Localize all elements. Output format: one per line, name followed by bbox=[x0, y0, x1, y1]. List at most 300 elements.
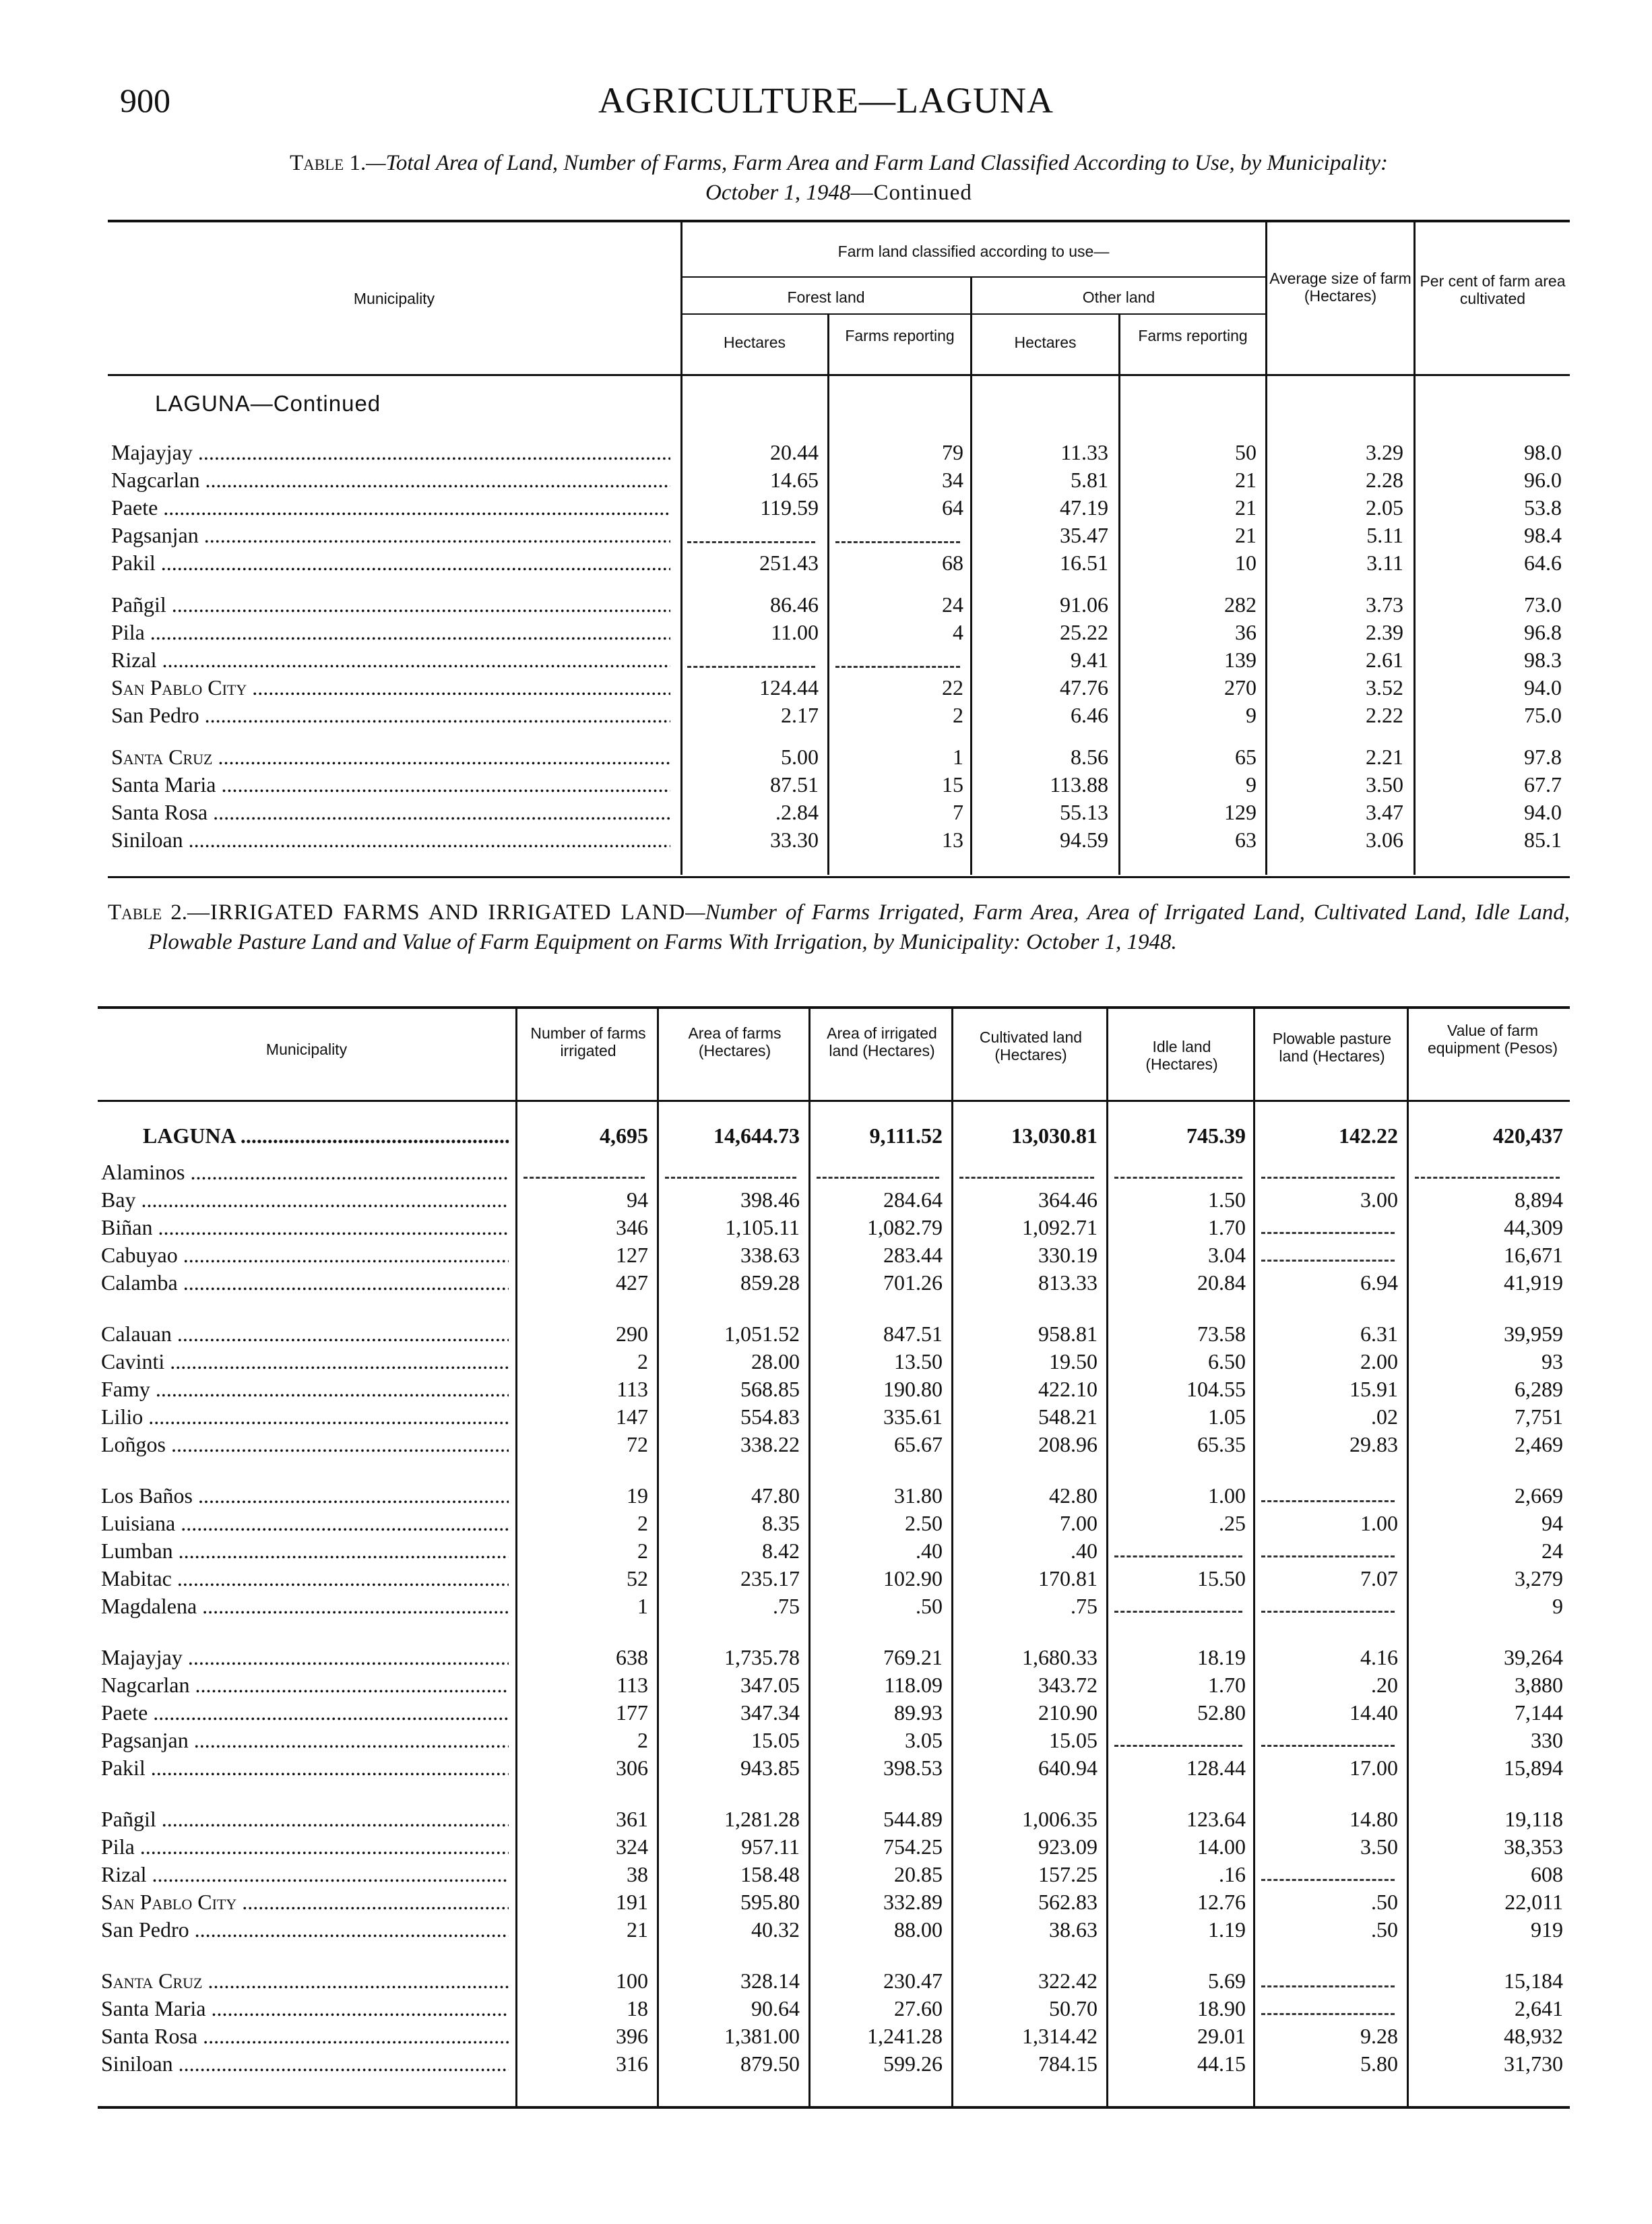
table2-row-name: Santa Rosa ..... bbox=[101, 2023, 509, 2049]
table1-cell-of: 9 bbox=[1246, 703, 1257, 727]
table2-header-farms-irrigated: Number of farms irrigated bbox=[530, 1024, 646, 1059]
table1-cell-oh: 6.46 bbox=[1071, 703, 1108, 727]
table2-row-name: Calamba ..... bbox=[101, 1270, 509, 1295]
table2-empty-cell bbox=[817, 1177, 939, 1179]
table2-cell-cult: 1,680.33 bbox=[1022, 1645, 1098, 1669]
table1-cell-of: 129 bbox=[1224, 800, 1257, 824]
table1-header-other-hectares: Hectares bbox=[1014, 334, 1077, 351]
table1-header-avg-size: Average size of farm (Hectares) bbox=[1269, 270, 1411, 305]
table2-total-irr: 9,111.52 bbox=[869, 1123, 943, 1148]
table2-cell-irr: 102.90 bbox=[883, 1566, 943, 1590]
table1-cell-pct: 98.3 bbox=[1524, 648, 1562, 672]
table2-cell-val: 19,118 bbox=[1504, 1807, 1563, 1831]
table1-cell-avg: 3.47 bbox=[1366, 800, 1403, 824]
table2-cell-n: 2 bbox=[637, 1349, 648, 1373]
table2-row-name: San Pedro ..... bbox=[101, 1917, 509, 1942]
table2-cell-cult: 364.46 bbox=[1038, 1187, 1098, 1212]
table2-caption bbox=[108, 898, 1570, 957]
table2-cell-val: 41,919 bbox=[1504, 1270, 1563, 1295]
table2-cell-n: 324 bbox=[616, 1834, 648, 1859]
table2-header-pasture: Plowable pasture land (Hectares) bbox=[1272, 1030, 1392, 1065]
table2-cell-irr: 754.25 bbox=[883, 1834, 943, 1859]
table2-cell-val: 2,469 bbox=[1515, 1432, 1563, 1456]
table1-cell-fh: 119.59 bbox=[760, 495, 819, 520]
table2-row-name: Alaminos ..... bbox=[101, 1159, 509, 1185]
table2-cell-irr: 230.47 bbox=[883, 1969, 943, 1993]
table2-cell-val: 22,011 bbox=[1504, 1890, 1563, 1914]
table2-empty-cell bbox=[1114, 1745, 1242, 1747]
table2-col-divider bbox=[808, 1009, 811, 2106]
table2-cell-cult: 1,314.42 bbox=[1022, 2024, 1098, 2048]
table1-cell-pct: 96.8 bbox=[1524, 620, 1562, 644]
table2-caption-text: —Number of Farms Irrigated, Farm Area, Area of Irrigated Land, Cultivated Land, Idle Land, Plowable Pasture Land and Value of Farm Equipment on Farms With Irrigation, by Municipality: October 1, 1948. bbox=[148, 900, 1570, 954]
table1-cell-oh: 55.13 bbox=[1060, 800, 1108, 824]
table1-cell-pct: 53.8 bbox=[1524, 495, 1562, 520]
table1-cell-oh: 5.81 bbox=[1071, 468, 1108, 492]
table2-header-municipality: Municipality bbox=[265, 1041, 348, 1058]
table2-cell-n: 191 bbox=[616, 1890, 648, 1914]
table2-cell-irr: 2.50 bbox=[905, 1511, 943, 1535]
table1-sub-rule bbox=[682, 313, 1267, 315]
table2-cell-irr: 599.26 bbox=[883, 2051, 943, 2076]
table2-cell-past: 14.40 bbox=[1349, 1700, 1398, 1725]
table2-empty-cell bbox=[1261, 1611, 1395, 1613]
table2-cell-idle: 5.69 bbox=[1208, 1969, 1246, 1993]
table1-row-name: Santa Rosa ..... bbox=[111, 799, 670, 825]
table2-empty-cell bbox=[1114, 1177, 1242, 1179]
table2-cell-cult: 343.72 bbox=[1038, 1673, 1098, 1697]
table1-cell-of: 63 bbox=[1235, 828, 1257, 852]
table2-empty-cell bbox=[1261, 1177, 1395, 1179]
table1-cell-avg: 3.52 bbox=[1366, 675, 1403, 700]
table2-cell-cult: 562.83 bbox=[1038, 1890, 1098, 1914]
table1-col-divider bbox=[680, 222, 682, 875]
table2-row-name: Majayjay ..... bbox=[101, 1644, 509, 1670]
table2-cell-past: 17.00 bbox=[1349, 1756, 1398, 1780]
table2-cell-idle: 123.64 bbox=[1186, 1807, 1246, 1831]
table1-cell-fh: 87.51 bbox=[770, 772, 819, 797]
table2-total-name: LAGUNA ..... bbox=[143, 1123, 509, 1148]
table1-cell-avg: 2.28 bbox=[1366, 468, 1403, 492]
table1-cell-ff: 15 bbox=[942, 772, 963, 797]
table2-total-val: 420,437 bbox=[1493, 1123, 1563, 1148]
table2-cell-area: 1,281.28 bbox=[724, 1807, 800, 1831]
table2-bottom-rule bbox=[98, 2106, 1570, 2109]
table2-cell-val: 7,751 bbox=[1515, 1404, 1563, 1429]
table2-empty-cell bbox=[523, 1177, 645, 1179]
table2-cell-n: 21 bbox=[627, 1917, 648, 1942]
table2-cell-area: 40.32 bbox=[751, 1917, 800, 1942]
table2-cell-area: 15.05 bbox=[751, 1728, 800, 1752]
table2-cell-n: 94 bbox=[627, 1187, 648, 1212]
table2-cell-idle: 1.05 bbox=[1208, 1404, 1246, 1429]
table2-header-farm-area: Area of farms (Hectares) bbox=[688, 1024, 782, 1059]
table2-cell-n: 113 bbox=[616, 1377, 648, 1401]
table2-empty-cell bbox=[1261, 1745, 1395, 1747]
table2-cell-irr: 284.64 bbox=[883, 1187, 943, 1212]
table2-cell-cult: 422.10 bbox=[1038, 1377, 1098, 1401]
table2-cell-area: 28.00 bbox=[751, 1349, 800, 1373]
table1-cell-of: 139 bbox=[1224, 648, 1257, 672]
table2-cell-n: 290 bbox=[616, 1322, 648, 1346]
table2-empty-cell bbox=[1261, 1555, 1395, 1557]
table1-row-name: Rizal ..... bbox=[111, 647, 670, 673]
table2-cell-idle: 29.01 bbox=[1197, 2024, 1246, 2048]
table2-cell-n: 2 bbox=[637, 1539, 648, 1563]
table2-cell-irr: 283.44 bbox=[883, 1243, 943, 1267]
table2-cell-n: 346 bbox=[616, 1215, 648, 1239]
table1-cell-ff: 24 bbox=[942, 592, 963, 617]
table2-cell-n: 177 bbox=[616, 1700, 648, 1725]
table2-cell-area: 1,735.78 bbox=[724, 1645, 800, 1669]
table2-cell-idle: 128.44 bbox=[1186, 1756, 1246, 1780]
table1-row-name: Pagsanjan ..... bbox=[111, 522, 670, 548]
table2-cell-irr: 398.53 bbox=[883, 1756, 943, 1780]
table1-cell-pct: 94.0 bbox=[1524, 675, 1562, 700]
table2-cell-irr: 1,241.28 bbox=[867, 2024, 943, 2048]
table1-cell-of: 282 bbox=[1224, 592, 1257, 617]
table2-empty-cell bbox=[1261, 1879, 1395, 1881]
table1-cell-oh: 16.51 bbox=[1060, 551, 1108, 575]
table1-header-forest-hectares: Hectares bbox=[723, 334, 786, 351]
table2-cell-irr: 88.00 bbox=[894, 1917, 943, 1942]
table2-cell-past: 6.31 bbox=[1360, 1322, 1398, 1346]
table2-cell-val: 9 bbox=[1552, 1594, 1563, 1618]
table2-cell-cult: 784.15 bbox=[1038, 2051, 1098, 2076]
table2-cell-n: 638 bbox=[616, 1645, 648, 1669]
table2-empty-cell bbox=[1114, 1555, 1242, 1557]
table2-cell-irr: 31.80 bbox=[894, 1483, 943, 1508]
table2-cell-idle: 18.90 bbox=[1197, 1996, 1246, 2020]
table1-cell-oh: 91.06 bbox=[1060, 592, 1108, 617]
table1-cell-avg: 3.06 bbox=[1366, 828, 1403, 852]
table2-cell-past: 3.00 bbox=[1360, 1187, 1398, 1212]
table2-row-name: Paete ..... bbox=[101, 1700, 509, 1725]
table2-cell-n: 72 bbox=[627, 1432, 648, 1456]
table2-top-rule bbox=[98, 1006, 1570, 1009]
table2-cell-val: 31,730 bbox=[1504, 2051, 1563, 2076]
table2-cell-val: 8,894 bbox=[1515, 1187, 1563, 1212]
table2-cell-area: 90.64 bbox=[751, 1996, 800, 2020]
table2-row-name: Santa Maria ..... bbox=[101, 1996, 509, 2021]
table1-caption bbox=[108, 148, 1570, 208]
table2-row-name: Loñgos ..... bbox=[101, 1431, 509, 1457]
table2-col-divider bbox=[951, 1009, 953, 2106]
table2-cell-area: 1,051.52 bbox=[724, 1322, 800, 1346]
table1-caption-date: October 1, 1948 bbox=[705, 181, 851, 205]
table2-cell-area: 1,381.00 bbox=[724, 2024, 800, 2048]
table1-empty-cell bbox=[687, 666, 815, 668]
table1-cell-ff: 1 bbox=[953, 745, 963, 769]
table2-row-name: Biñan ..... bbox=[101, 1214, 509, 1240]
table1-cell-of: 9 bbox=[1246, 772, 1257, 797]
table2-cell-idle: 73.58 bbox=[1197, 1322, 1246, 1346]
table1-cell-oh: 94.59 bbox=[1060, 828, 1108, 852]
table1-cell-ff: 34 bbox=[942, 468, 963, 492]
table1-cell-ff: 4 bbox=[953, 620, 963, 644]
table2-row-name: Santa Cruz ..... bbox=[101, 1968, 509, 1994]
table2-cell-irr: 332.89 bbox=[883, 1890, 943, 1914]
table1-col-divider bbox=[1265, 222, 1267, 875]
table2-cell-area: 347.05 bbox=[740, 1673, 800, 1697]
table1-header-municipality: Municipality bbox=[353, 290, 435, 307]
table2-cell-n: 427 bbox=[616, 1270, 648, 1295]
table2-col-divider bbox=[1106, 1009, 1108, 2106]
table2-header-equipment: Value of farm equipment (Pesos) bbox=[1427, 1022, 1558, 1057]
table1-row-name: San Pablo City ..... bbox=[111, 675, 670, 700]
table1-cell-ff: 68 bbox=[942, 551, 963, 575]
table1-cell-avg: 3.73 bbox=[1366, 592, 1403, 617]
table2-cell-idle: 18.19 bbox=[1197, 1645, 1246, 1669]
table2-cell-val: 7,144 bbox=[1515, 1700, 1563, 1725]
table1-row-name: Santa Cruz ..... bbox=[111, 744, 670, 770]
table1-row-name: Majayjay ..... bbox=[111, 439, 670, 465]
table2-cell-cult: 42.80 bbox=[1049, 1483, 1098, 1508]
table2-cell-cult: 548.21 bbox=[1038, 1404, 1098, 1429]
table1-cell-avg: 2.61 bbox=[1366, 648, 1403, 672]
table2-cell-area: 398.46 bbox=[740, 1187, 800, 1212]
table2-cell-area: 235.17 bbox=[740, 1566, 800, 1590]
table2-cell-area: 158.48 bbox=[740, 1862, 800, 1886]
table1-row-name: Pakil ..... bbox=[111, 550, 670, 576]
table2-cell-cult: 958.81 bbox=[1038, 1322, 1098, 1346]
table1-header-rule bbox=[108, 374, 1570, 376]
table2-cell-past: .50 bbox=[1371, 1917, 1398, 1942]
table1-row-name: Nagcarlan ..... bbox=[111, 467, 670, 493]
table2-cell-cult: 38.63 bbox=[1049, 1917, 1098, 1942]
table2-cell-n: 1 bbox=[637, 1594, 648, 1618]
table2-cell-irr: 847.51 bbox=[883, 1322, 943, 1346]
table1-cell-oh: 47.76 bbox=[1060, 675, 1108, 700]
table1-cell-fh: 14.65 bbox=[770, 468, 819, 492]
table1-empty-cell bbox=[835, 666, 960, 668]
table2-cell-irr: .50 bbox=[916, 1594, 943, 1618]
table2-cell-n: 2 bbox=[637, 1511, 648, 1535]
table2-cell-idle: 14.00 bbox=[1197, 1834, 1246, 1859]
table1-cell-fh: 20.44 bbox=[770, 440, 819, 464]
table2-row-name: Mabitac ..... bbox=[101, 1566, 509, 1591]
table1-cell-fh: .2.84 bbox=[775, 800, 819, 824]
table2-cell-past: 2.00 bbox=[1360, 1349, 1398, 1373]
table2-cell-idle: 20.84 bbox=[1197, 1270, 1246, 1295]
table2-row-name: Famy ..... bbox=[101, 1376, 509, 1402]
table2-cell-val: 39,959 bbox=[1504, 1322, 1563, 1346]
table2-row-name: Nagcarlan ..... bbox=[101, 1672, 509, 1698]
table2-cell-idle: 65.35 bbox=[1197, 1432, 1246, 1456]
table1-cell-of: 21 bbox=[1235, 495, 1257, 520]
table2-cell-n: 396 bbox=[616, 2024, 648, 2048]
table2-cell-irr: .40 bbox=[916, 1539, 943, 1563]
table2-col-divider bbox=[515, 1009, 517, 2106]
table2-cell-idle: 1.70 bbox=[1208, 1215, 1246, 1239]
table2-cell-n: 113 bbox=[616, 1673, 648, 1697]
table2-row-name: Pakil ..... bbox=[101, 1755, 509, 1781]
table2-header-idle: Idle land (Hectares) bbox=[1145, 1038, 1218, 1073]
table2-cell-val: 38,353 bbox=[1504, 1834, 1563, 1859]
table2-cell-idle: 1.00 bbox=[1208, 1483, 1246, 1508]
table2-cell-val: 2,669 bbox=[1515, 1483, 1563, 1508]
table2-cell-past: 6.94 bbox=[1360, 1270, 1398, 1295]
table2-row-name: Los Baños ..... bbox=[101, 1483, 509, 1508]
table2-cell-n: 18 bbox=[627, 1996, 648, 2020]
table2-cell-area: 595.80 bbox=[740, 1890, 800, 1914]
table2-col-divider bbox=[1407, 1009, 1409, 2106]
table2-cell-val: 16,671 bbox=[1504, 1243, 1563, 1267]
table2-total-idle: 745.39 bbox=[1186, 1123, 1246, 1148]
table2-empty-cell bbox=[1261, 1500, 1395, 1502]
table1-header-other: Other land bbox=[1082, 288, 1155, 306]
table1-cell-ff: 13 bbox=[942, 828, 963, 852]
table1-cell-ff: 2 bbox=[953, 703, 963, 727]
table2-row-name: San Pablo City ..... bbox=[101, 1889, 509, 1915]
table2-row-name: Magdalena ..... bbox=[101, 1593, 509, 1619]
table2-cell-idle: 104.55 bbox=[1186, 1377, 1246, 1401]
table1-cell-ff: 22 bbox=[942, 675, 963, 700]
table1-cell-oh: 47.19 bbox=[1060, 495, 1108, 520]
table2-cell-cult: 208.96 bbox=[1038, 1432, 1098, 1456]
table2-header-cultivated: Cultivated land (Hectares) bbox=[979, 1028, 1083, 1063]
table2-cell-past: 5.80 bbox=[1360, 2051, 1398, 2076]
table2-row-name: Luisiana ..... bbox=[101, 1510, 509, 1536]
table2-cell-irr: 3.05 bbox=[905, 1728, 943, 1752]
table2-cell-n: 100 bbox=[616, 1969, 648, 1993]
table2-total-area: 14,644.73 bbox=[713, 1123, 800, 1148]
table1-cell-ff: 64 bbox=[942, 495, 963, 520]
table1-cell-of: 21 bbox=[1235, 523, 1257, 547]
table1-cell-avg: 2.22 bbox=[1366, 703, 1403, 727]
table2-cell-idle: .25 bbox=[1219, 1511, 1246, 1535]
table2-col-divider bbox=[657, 1009, 659, 2106]
table2-caption-caps: —IRRIGATED FARMS AND IRRIGATED LAND bbox=[187, 900, 686, 925]
table2-cell-cult: 50.70 bbox=[1049, 1996, 1098, 2020]
table1-cell-fh: 124.44 bbox=[759, 675, 819, 700]
table2-row-name: Lilio ..... bbox=[101, 1404, 509, 1429]
table2-empty-cell bbox=[959, 1177, 1094, 1179]
table1-cell-ff: 7 bbox=[953, 800, 963, 824]
table2-cell-irr: 13.50 bbox=[894, 1349, 943, 1373]
table2-cell-n: 316 bbox=[616, 2051, 648, 2076]
table2-cell-past: 4.16 bbox=[1360, 1645, 1398, 1669]
table2-cell-idle: 44.15 bbox=[1197, 2051, 1246, 2076]
table2-cell-val: 94 bbox=[1542, 1511, 1563, 1535]
table1-cell-pct: 98.4 bbox=[1524, 523, 1562, 547]
table1-cell-pct: 97.8 bbox=[1524, 745, 1562, 769]
table2-cell-val: 330 bbox=[1531, 1728, 1563, 1752]
table2-cell-cult: .40 bbox=[1071, 1539, 1098, 1563]
table2-cell-cult: 923.09 bbox=[1038, 1834, 1098, 1859]
table2-cell-idle: 52.80 bbox=[1197, 1700, 1246, 1725]
table2-row-name: Pagsanjan ..... bbox=[101, 1727, 509, 1753]
table2-row-name: Lumban ..... bbox=[101, 1538, 509, 1564]
table1-caption-label: Table 1. bbox=[290, 151, 367, 175]
table1-cell-avg: 3.29 bbox=[1366, 440, 1403, 464]
table2-cell-cult: 157.25 bbox=[1038, 1862, 1098, 1886]
table2-cell-val: 919 bbox=[1531, 1917, 1563, 1942]
table2-cell-val: 15,184 bbox=[1504, 1969, 1563, 1993]
table2-cell-irr: 118.09 bbox=[884, 1673, 943, 1697]
table1-cell-of: 65 bbox=[1235, 745, 1257, 769]
table1-cell-oh: 8.56 bbox=[1071, 745, 1108, 769]
table2-cell-irr: 65.67 bbox=[894, 1432, 943, 1456]
table1-col-divider bbox=[1118, 313, 1120, 875]
table2-cell-cult: 7.00 bbox=[1060, 1511, 1098, 1535]
table2-cell-idle: .16 bbox=[1219, 1862, 1246, 1886]
table2-row-name: Pila ..... bbox=[101, 1834, 509, 1859]
table1-cell-pct: 98.0 bbox=[1524, 440, 1562, 464]
table2-cell-val: 15,894 bbox=[1504, 1756, 1563, 1780]
table2-cell-past: 29.83 bbox=[1349, 1432, 1398, 1456]
table1-cell-pct: 67.7 bbox=[1524, 772, 1562, 797]
table2-cell-irr: 27.60 bbox=[894, 1996, 943, 2020]
table1-cell-ff: 79 bbox=[942, 440, 963, 464]
table2-cell-idle: 15.50 bbox=[1197, 1566, 1246, 1590]
table2-total-past: 142.22 bbox=[1339, 1123, 1398, 1148]
table2-cell-irr: 89.93 bbox=[894, 1700, 943, 1725]
table2-cell-n: 19 bbox=[627, 1483, 648, 1508]
table2-row-name: Pañgil ..... bbox=[101, 1806, 509, 1832]
table1-header-pct: Per cent of farm area cultivated bbox=[1420, 272, 1566, 307]
table2-row-name: Bay ..... bbox=[101, 1187, 509, 1212]
table2-cell-n: 38 bbox=[627, 1862, 648, 1886]
table2-cell-past: 9.28 bbox=[1360, 2024, 1398, 2048]
table1-cell-avg: 3.11 bbox=[1366, 551, 1403, 575]
table2-cell-n: 127 bbox=[616, 1243, 648, 1267]
table1-row-name: Santa Maria ..... bbox=[111, 772, 670, 797]
table2-cell-past: 7.07 bbox=[1360, 1566, 1398, 1590]
table1-cell-pct: 75.0 bbox=[1524, 703, 1562, 727]
table2-cell-past: 1.00 bbox=[1360, 1511, 1398, 1535]
table1-cell-fh: 5.00 bbox=[781, 745, 819, 769]
table1-cell-avg: 3.50 bbox=[1366, 772, 1403, 797]
table2-cell-idle: 1.19 bbox=[1208, 1917, 1246, 1942]
table1-section-label: LAGUNA—Continued bbox=[155, 391, 381, 416]
table2-cell-area: 347.34 bbox=[740, 1700, 800, 1725]
table2-cell-cult: 170.81 bbox=[1038, 1566, 1098, 1590]
table1-cell-avg: 5.11 bbox=[1366, 523, 1403, 547]
table2-cell-cult: 15.05 bbox=[1049, 1728, 1098, 1752]
table2-cell-idle: 1.70 bbox=[1208, 1673, 1246, 1697]
table2-cell-val: 48,932 bbox=[1504, 2024, 1563, 2048]
table2-cell-area: 1,105.11 bbox=[725, 1215, 800, 1239]
table2-empty-cell bbox=[1261, 1260, 1395, 1262]
table2-cell-cult: 1,092.71 bbox=[1022, 1215, 1098, 1239]
table2-cell-area: 554.83 bbox=[740, 1404, 800, 1429]
table2-total-n: 4,695 bbox=[600, 1123, 648, 1148]
table2-cell-irr: 1,082.79 bbox=[867, 1215, 943, 1239]
table2-cell-area: 879.50 bbox=[740, 2051, 800, 2076]
table1-caption-text: —Total Area of Land, Number of Farms, Farm Area and Farm Land Classified According to Use, by Municipality: bbox=[366, 151, 1388, 175]
table2-cell-val: 3,880 bbox=[1515, 1673, 1563, 1697]
table2-cell-cult: 210.90 bbox=[1038, 1700, 1098, 1725]
table2-total-cult: 13,030.81 bbox=[1011, 1123, 1098, 1148]
table2-cell-area: 47.80 bbox=[751, 1483, 800, 1508]
table2-cell-irr: 20.85 bbox=[894, 1862, 943, 1886]
table1-cell-oh: 35.47 bbox=[1060, 523, 1108, 547]
table2-row-name: Siniloan ..... bbox=[101, 2051, 509, 2076]
table2-empty-cell bbox=[1114, 1611, 1242, 1613]
table2-empty-cell bbox=[1261, 1232, 1395, 1234]
table1-empty-cell bbox=[835, 541, 960, 543]
table1-row-name: Pila ..... bbox=[111, 619, 670, 645]
table2-col-divider bbox=[1253, 1009, 1255, 2106]
table1-cell-fh: 33.30 bbox=[770, 828, 819, 852]
table2-cell-area: 8.35 bbox=[762, 1511, 800, 1535]
table2-cell-idle: 12.76 bbox=[1197, 1890, 1246, 1914]
table2-cell-irr: 335.61 bbox=[883, 1404, 943, 1429]
table1-header-other-farms: Farms reporting bbox=[1138, 327, 1248, 344]
table1-row-name: San Pedro ..... bbox=[111, 702, 670, 728]
table1-cell-fh: 251.43 bbox=[759, 551, 819, 575]
